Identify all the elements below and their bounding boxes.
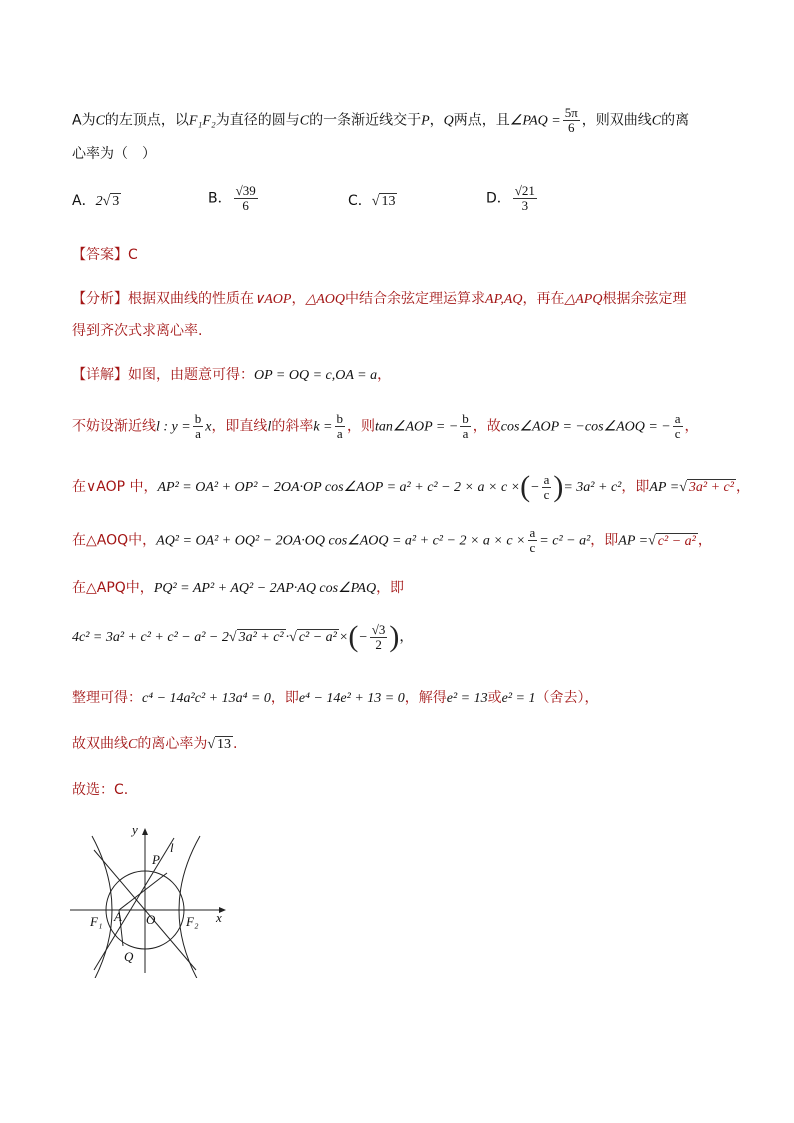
detail-text: 如图，由题意可得： [128,367,254,383]
segment-AP [119,873,167,910]
option-label: B． [208,190,232,207]
q-var-Q: Q [443,113,454,129]
frac-den: c [543,486,550,502]
step-text: ，即 [590,532,619,549]
label-F1: F₁ [90,914,103,929]
option-fraction [234,184,258,213]
step-text: ，即直线 [211,418,268,435]
frac-num: a [674,411,681,426]
step-text: 故双曲线 [72,736,128,752]
option-label: C． [348,193,372,209]
option-c [348,190,397,213]
math: l [267,419,272,435]
math: AP,AQ [485,292,523,307]
frac-num: √21 [514,183,535,198]
answer-line [72,244,138,266]
step-text: ，即 [376,580,405,596]
frac-den: 6 [242,198,249,213]
step-4 [72,577,404,600]
step-text: （舍去）， [535,690,599,706]
math: cos∠AOP = −cos∠AOQ = − [500,419,671,435]
math: AQ² = OA² + OQ² − 2OA·OQ cos∠AOQ = a² + c² − 2 × a × c × [156,533,526,549]
step-text: ，则 [347,418,375,435]
sqrt: √ 3 [102,194,120,209]
math: C [128,737,138,752]
frac-den: 3 [521,198,529,213]
step-text: ， [399,629,414,645]
step-7 [72,733,237,756]
sqrt: √ 3a² + c² [228,630,284,645]
q-text: ，则双曲线 [581,112,652,129]
paren-right: ) [553,470,564,503]
math: △AOQ [305,292,346,307]
fraction [673,412,683,441]
sqrt: √ 3a² + c² [679,480,734,495]
q-text: 为直径的圆与 [215,112,300,129]
radicand: 13 [217,737,232,752]
step-text: 的斜率 [271,418,314,435]
step-5: 4c² = 3a² + c² + c² − a² − 2√ 3a² + c² ·√ c² − a² ×(− $\frac{√3}{2}$ )， [72,620,414,653]
step-text: 整理可得： [72,690,142,706]
sqrt: √ 13 [371,194,396,209]
math: PQ² = AP² + AQ² − 2AP·AQ cos∠PAQ [153,581,377,596]
option-label: A． [72,193,96,209]
math: e⁴ − 14e² + 13 = 0 [298,691,405,706]
fraction [460,412,471,441]
step-text: 故选：C. [72,782,129,798]
detail-text: ， [377,367,392,383]
math: · [285,630,290,645]
math: tan∠AOP = − [375,419,459,435]
frac-den: c [529,540,536,555]
analysis-text: ，再在 [522,291,565,307]
step-text: ，即 [621,479,650,495]
option-d [486,184,539,213]
step-text: ， [735,479,750,495]
step-text: 不妨设渐近线 [72,418,156,435]
option-b [208,184,260,213]
q-var-C: C [95,113,105,129]
math: l : y = [156,419,191,435]
frac-num: b [462,411,469,426]
fraction [193,412,204,441]
radicand: c² − a² [657,533,696,549]
frac-num: √39 [235,183,256,198]
step-text: 的离心率为 [137,736,208,752]
analysis-text: 得到齐次式求离心率. [72,323,203,339]
math: OP = OQ = c,OA = a [254,368,378,383]
label-P: P [152,852,160,867]
question-line-1 [72,106,689,135]
radicand: 13 [381,194,396,209]
label-O: O [146,912,156,927]
math: k = [313,419,333,435]
sqrt: √ 13 [207,737,232,752]
option-label: D． [486,190,511,207]
q-text: 的一条渐近线交于 [309,112,422,129]
q-fraction [563,106,580,135]
q-text: ， [429,112,444,129]
frac-den: 2 [375,636,382,652]
analysis-text: 中结合余弦定理运算求 [345,291,486,307]
paren-right: ) [389,620,400,653]
math: △APQ [564,292,603,307]
label-l: l [170,840,174,855]
step-text: ， [684,418,699,435]
step-3 [72,526,712,555]
option-a [72,190,121,213]
q-var-C: C [299,113,310,129]
step-text: ，即 [270,690,299,706]
math: AP = [618,533,649,549]
step-text: ， [697,532,712,549]
analysis-tag: 【分析】 [72,291,128,307]
q-text: 的离 [661,112,690,129]
q-var-C: C [651,113,662,129]
math: e² = 1 [501,691,536,706]
frac-den: a [195,426,201,441]
analysis-text: ， [291,291,306,307]
option-fraction [513,184,537,213]
math: × [338,630,349,645]
hyperbola-figure [66,818,236,978]
q-text: 心率为（ ） [72,146,156,162]
paren-left: ( [348,620,359,653]
analysis-text: 根据余弦定理 [602,291,687,307]
frac-den: 6 [568,120,575,135]
fraction [528,526,538,555]
radicand: 3a² + c² [688,480,734,495]
q-angle: ∠PAQ = [509,113,561,129]
q-text: 两点，且 [453,112,510,129]
paren-left: ( [520,470,531,503]
q-var-P: P [421,113,430,129]
answer-tag: 【答案】 [72,247,128,263]
detail-tag: 【详解】 [72,367,128,383]
analysis-text: 根据双曲线的性质在 [128,291,254,307]
math: e² = 13 [446,691,488,706]
analysis-line-1 [72,288,686,311]
fraction [370,623,388,652]
fraction [335,412,346,441]
math: = c² − a² [539,533,591,549]
label-A: A [114,909,122,924]
step-2: 在∨AOP 中，AP² = OA² + OP² − 2OA·OP cos∠AOP = a² + c² − 2 × a × c ×(− $\frac{a}{c}$ )= 3a² + c²，即AP =√ 3a² + c² ， [72,470,750,503]
hyperbola-right-branch [179,836,200,978]
q-text: A为 [72,112,96,129]
label-Q: Q [124,949,134,964]
sqrt: √ c² − a² [289,630,337,645]
math: AP² = OA² + OP² − 2OA·OP cos∠AOP = a² + c² − 2 × a × c × [157,480,521,495]
step-text: 或 [487,690,502,706]
frac-den: a [462,426,469,441]
frac-den: c [674,426,681,441]
step-6 [72,687,598,710]
frac-num: √3 [371,621,386,637]
detail-line [72,364,391,387]
step-1 [72,412,699,441]
frac-num: a [543,471,550,487]
step-text: ，解得 [404,690,447,706]
step-8 [72,779,128,801]
label-x: x [216,910,222,925]
math: = 3a² + c² [563,480,622,495]
frac-num: a [529,525,536,540]
step-text: . [233,736,238,752]
step-text: ，故 [472,418,501,435]
label-y: y [132,822,138,837]
fraction [542,473,552,502]
radicand: 3a² + c² [238,630,284,645]
radicand: c² − a² [298,630,337,645]
step-text: 在△APQ中， [72,580,154,596]
q-var-F1F2: F₁F₂ [188,113,216,129]
math: ∨AOP [254,292,292,307]
frac-num: 5π [564,105,578,120]
answer-value: C [128,247,138,263]
label-F2: F₂ [186,914,199,929]
question-line-2 [72,143,156,165]
analysis-line-2 [72,320,202,342]
step-text: 在△AOQ中， [72,532,157,549]
step-text: 在∨AOP 中， [72,479,158,495]
frac-num: b [336,411,343,426]
sqrt: √ c² − a² [648,533,696,549]
math: AP = [649,480,680,495]
frac-num: b [194,411,202,426]
q-text: 的左顶点，以 [104,112,189,129]
math: x [205,419,212,435]
option-value: 2 [95,194,103,209]
math: c⁴ − 14a²c² + 13a⁴ = 0 [142,691,271,706]
math: 4c² = 3a² + c² + c² − a² − 2 [72,630,229,645]
frac-den: a [336,426,343,441]
radicand: 3 [112,194,120,209]
y-axis-arrow [142,828,148,835]
